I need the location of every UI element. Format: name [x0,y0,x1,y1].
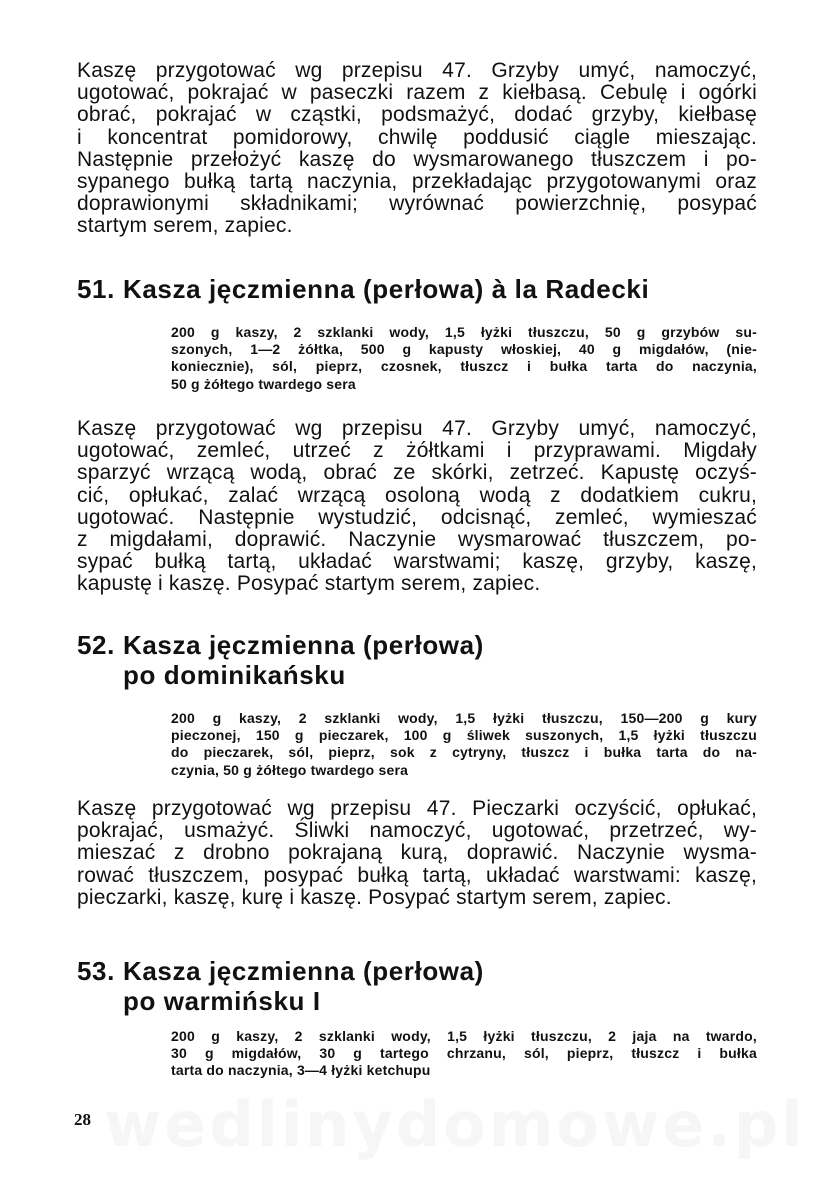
page-number: 28 [74,1110,91,1129]
ingredient-line: 200 g kaszy, 2 szklanki wody, 1,5 łyżki tłuszczu, 2 jaja na twardo, [171,1028,757,1044]
text-line: sypanego bułką tartą naczynia, przekładając przygotowanymi oraz [77,170,757,194]
recipe-title: Kasza jęczmienna (perłowa) [123,956,484,986]
text-line: obrać, pokrajać w cząstki, podsmażyć, dodać grzyby, kiełbasę [77,103,757,127]
text-line: kapustę i kaszę. Posypać startym serem, zapiec. [77,572,541,596]
text-line: ugotować, pokrajać w paseczki razem z kiełbasą. Cebulę i ogórki [77,81,757,105]
recipe-51-heading [77,274,649,304]
recipe-53-heading [77,956,484,1016]
text-line: sypać bułką tartą, układać warstwami; kaszę, grzyby, kaszę, [77,550,757,574]
recipe-title: Kasza jęczmienna (perłowa) à la Radecki [123,274,650,304]
recipe-52-ingredients [171,710,757,779]
watermark: wedlinydomowe.pl [104,1088,806,1161]
recipe-52-heading [77,630,484,690]
text-line: i koncentrat pomidorowy, chwilę poddusić ciągle mieszając. [77,125,757,149]
text-line: startym serem, zapiec. [77,214,293,238]
text-line: pokrajać, usmażyć. Śliwki namoczyć, ugotować, przetrzeć, wy- [77,819,757,843]
text-line: ugotować, zemleć, utrzeć z żółtkami i przyprawami. Migdały [77,439,757,463]
text-line: Następnie przełożyć kaszę do wysmarowanego tłuszczem i po- [77,147,757,171]
ingredient-line: 200 g kaszy, 2 szklanki wody, 1,5 łyżki tłuszczu, 150—200 g kury [171,710,757,726]
recipe-title: Kasza jęczmienna (perłowa) [123,630,484,660]
recipe-51-method [77,418,757,596]
text-line: Kaszę przygotować wg przepisu 47. Pieczarki oczyścić, opłukać, [77,797,757,820]
text-line: pieczarki, kaszę, kurę i kaszę. Posypać startym serem, zapiec. [77,885,672,909]
recipe-number: 51. [77,274,115,304]
recipe-title-continued: po dominikańsku [123,660,346,690]
text-line: doprawionymi składnikami; wyrównać powierzchnię, posypać [77,192,757,216]
ingredient-line: 200 g kaszy, 2 szklanki wody, 1,5 łyżki tłuszczu, 50 g grzybów su- [171,324,757,340]
ingredient-line: czynia, 50 g żółtego twardego sera [171,761,409,778]
recipe-title-continued: po warmińsku I [123,986,321,1016]
recipe-52-method [77,798,757,909]
recipe-number: 52. [77,630,115,660]
text-line: z migdałami, doprawić. Naczynie wysmarować tłuszczem, po- [77,528,757,552]
text-line: Kaszę przygotować wg przepisu 47. Grzyby umyć, namoczyć, [77,417,757,440]
recipe-51-ingredients [171,324,757,393]
text-line: sparzyć wrzącą wodą, obrać ze skórki, zetrzeć. Kapustę oczyś- [77,461,757,485]
intro-paragraph [77,60,757,238]
ingredient-line: szonych, 1—2 żółtka, 500 g kapusty włoskiej, 40 g migdałów, (nie- [171,341,757,358]
recipe-number: 53. [77,956,115,986]
text-line: rować tłuszczem, posypać bułką tartą, układać warstwami: kaszę, [77,863,757,887]
recipe-53-ingredients [171,1028,757,1080]
ingredient-line: do pieczarek, sól, pieprz, sok z cytryny, tłuszcz i bułka tarta do na- [171,744,757,761]
ingredient-line: 50 g żółtego twardego sera [171,375,356,392]
ingredient-line: koniecznie), sól, pieprz, czosnek, tłuszcz i bułka tarta do naczynia, [171,358,757,375]
text-line: ugotować. Następnie wystudzić, odcisnąć, zemleć, wymieszać [77,505,757,529]
text-line: cić, opłukać, zalać wrzącą osoloną wodą z dodatkiem cukru, [77,483,757,507]
ingredient-line: 30 g migdałów, 30 g tartego chrzanu, sól, pieprz, tłuszcz i bułka [171,1045,757,1062]
text-line: mieszać z drobno pokrajaną kurą, doprawić. Naczynie wysma- [77,841,757,865]
ingredient-line: tarta do naczynia, 3—4 łyżki ketchupu [171,1062,431,1079]
text-line: Kaszę przygotować wg przepisu 47. Grzyby umyć, namoczyć, [77,59,757,82]
ingredient-line: pieczonej, 150 g pieczarek, 100 g śliwek suszonych, 1,5 łyżki tłuszczu [171,727,757,744]
